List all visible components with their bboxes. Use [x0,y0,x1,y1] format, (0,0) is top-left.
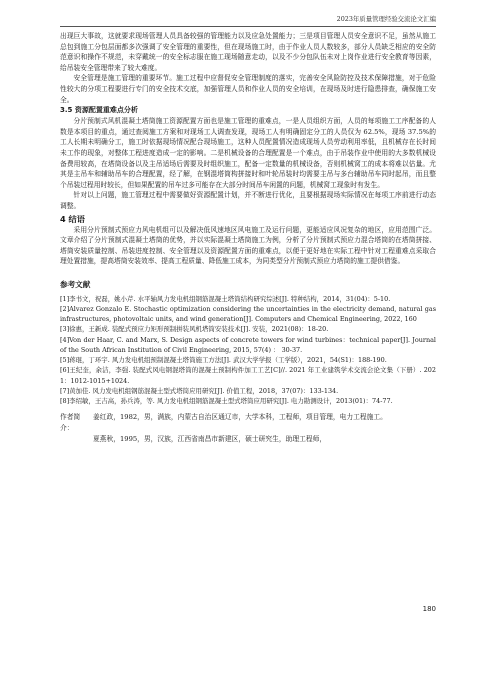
section-3-5-heading: 3.5 资源配置重难点分析 [60,106,138,115]
reference-item: [3]徐惠，王新成. 装配式预应力矩形预制拼装风机塔筒安装技术[J]. 安装，2021(08)：18-20. [60,325,329,334]
reference-item: [7]黄加佳. 风力发电机组钢筋混凝土型式塔筒应用研究[J]. 价值工程，2018，37(07)：133-134. [60,386,339,395]
author-bio-line: 姜红政，1982，男，满族，内蒙古自治区通辽市，大学本科，工程师，项目管理，电力工程施工。 [93,413,387,422]
safety-paragraph: 安全管理是施工管理的重要环节。施工过程中应督促安全管理制度的落实，完善安全风险防控及技术保障措施，对于危险性较大的分项工程要进行专门的安全技术交底，加强管理人员和作业人员的安全培训，在现场及时进行隐患排查，确保施工安全。 [60,74,436,104]
references-heading: 参考文献 [60,279,91,289]
author-bio-label: 作者简介： [60,413,81,432]
page-body [60,31,436,445]
reference-item: [1]李书文，祝磊，姚小芹. 水平轴风力发电机组钢筋混凝土塔筒结构研究综述[J]. 特种结构，2014，31(04)：5-10. [60,294,391,303]
references-list [60,294,436,406]
intro-paragraph: 出现巨大事故，这就要求现场管理人员具备较强的管理能力以及应急处置能力；三是项目管理人员安全意识不足，虽然从施工总包到施工分包层面都多次强调了安全管理的重要性，但在现场施工时，由于作业人员人数较多，部分人员缺乏相应的安全防范意识和操作不规范，未穿戴统一的安全标志服在施工现场随意走动，以及不少分包队伍未对上岗作业进行安全教育等因素，给吊装安全管理带来了较大难度。 [60,32,436,72]
reference-item: [6]王纪奎，余洁，李强. 装配式风电钢混塔筒的混凝土预制构件加工工艺[C]//. 2021 年工业建筑学术交流会论文集（下册）. 2021：1012-1015+1024. [60,366,436,385]
reference-item: [2]Alvarez Gonzalo E. Stochastic optimization considering the uncertainties in the electricity demand, natural gas infrastructures, photovoltaic units, and wind generation[J]. Computers and Chemical Engineering, 2022, 160 [60,305,436,324]
section-4-paragraph: 采用分片预制式预应力风电机组可以及解决低风速地区风电施工及运行问题，更能适应风况复杂的地区，应用范围广泛。文章介绍了分片预制式混凝土塔筒的优势，并以实际混凝土塔筒施工为例，分析了分片预制式预应力混合塔筒的在塔筒拼接、塔筒安装质量控制、吊装进度控制、安全管理以及资源配置方面的重难点，以便于更好地在实际工程中针对工程重难点采取合理处置措施，提高塔筒安装效率、提高工程质量、降低施工成本，为同类型分片预制式预应力塔筒的施工提供借鉴。 [60,225,436,266]
section-4-heading: 4 结语 [60,213,85,224]
reference-item: [4]Von der Haar, C. and Marx, S. Design aspects of concrete towers for wind turbines：technical paper[J]. Journal of the South African Institution of Civil Engineering, 2015, 57(4) ： 30-37. [60,335,436,354]
author-bio [60,412,436,444]
author-bio-line: 夏燕秋，1995，男，汉族，江西省南昌市新建区，硕士研究生，助理工程师， [93,434,327,443]
reference-item: [5]蒋琨，丁环宇. 风力发电机组预制混凝土塔筒施工方法[J]. 武汉大学学报（工学版），2021，54(S1)：188-190. [60,356,387,365]
reference-item: [8]李绍敏，王吉高，孙兵涛，等. 风力发电机组钢筋混凝土型式塔筒应用研究[J]. 电力勘测设计，2013(01)：74-77. [60,396,393,405]
page-number: 180 [422,605,436,613]
section-3-5-paragraph-2: 针对以上问题，施工管理过程中需要做好资源配置计划，并不断进行优化，且要根据现场实际情况在每项工序前进行动态调整。 [60,191,436,210]
section-3-5-paragraph-1: 分片预制式风机混凝土塔筒施工资源配置方面也是施工管理的重难点，一是人员组织方面，人员的每项施工工序配备的人数是本项目的重点，通过查阅施工方案和对现场工人调查发现，现场工人有明确固定分工的人员仅为 62.5%，现场 37.5%的工人长期未明确分工，施工时依据现场情况配合现场施工，这种人员配置情况造成现场人员劳动利用率低，且机械存在长时间未工作的现象，对整体工程进度造成一定的影响。二是机械设备的合理配置是一个难点，由于吊装作业中使用的大多数机械设备费用较高，在塔筒设备以及主吊适场后需要及时组织施工，配备一定数量的机械设备，否则机械窝工的成本将难以估量。尤其是主吊车和辅助吊车的合理配置，经了解，在钢混塔筒构拼接时和叶轮吊装时均需要主吊与多台辅助吊车同时起吊，而且整个吊装过程用时较长，但如果配置的吊车过多可能存在大部分时间吊车闲置的问题，机械窝工现象时有发生。 [60,117,436,189]
running-header: 2023年质量管理经验交流论文汇编 [60,14,436,27]
